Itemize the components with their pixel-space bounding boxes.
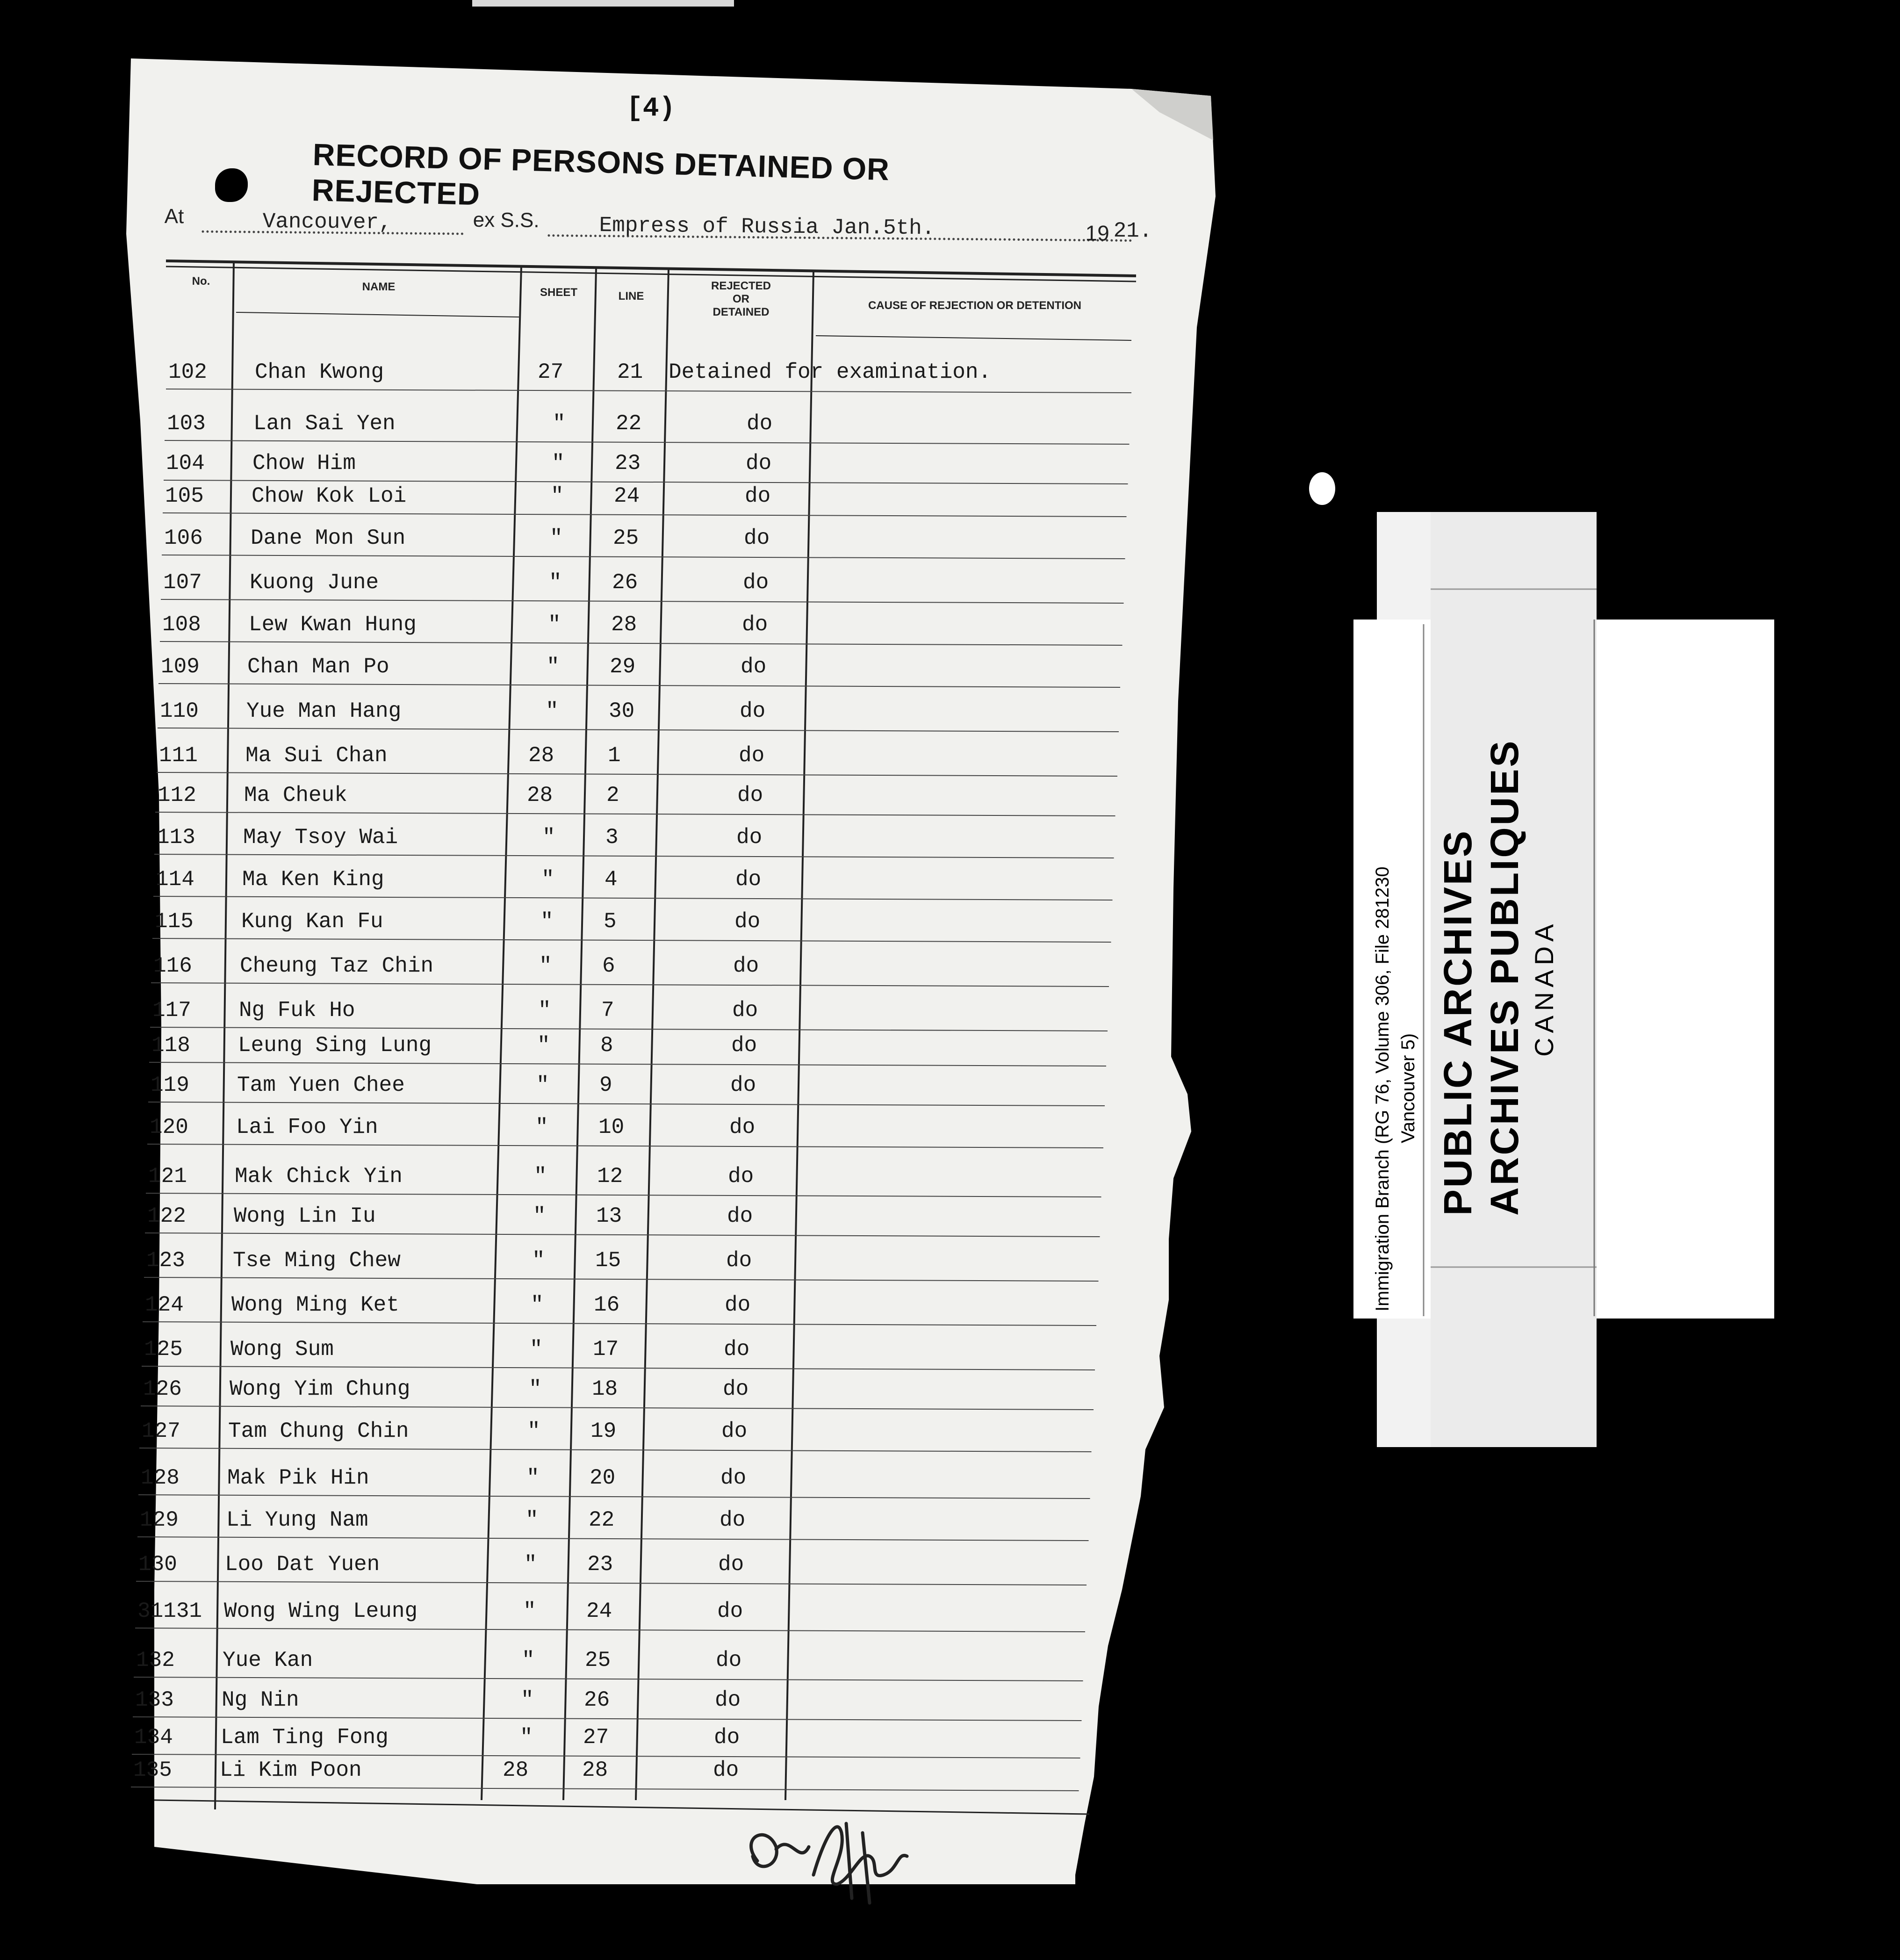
row-sheet: " [553, 411, 566, 436]
year-suffix: 21. [1113, 218, 1152, 244]
row-line: 5 [604, 909, 617, 934]
row-line: 4 [605, 867, 618, 892]
row-line: 6 [602, 954, 615, 978]
row-name: Wong Yim Chung [230, 1377, 410, 1401]
row-name: Loo Dat Yuen [225, 1552, 380, 1577]
row-sheet: " [549, 570, 562, 595]
row-number: 104 [166, 451, 205, 476]
row-status: do [741, 655, 767, 679]
row-sheet: " [547, 655, 560, 679]
row-line: 17 [593, 1337, 619, 1362]
place-value: Vancouver, [262, 209, 392, 235]
row-name: Wong Lin Iu [234, 1204, 376, 1228]
row-sheet: " [534, 1164, 547, 1189]
row-status: do [714, 1725, 740, 1750]
row-sheet: " [533, 1204, 546, 1228]
row-name: Leung Sing Lung [238, 1033, 432, 1058]
col-header-line: LINE [618, 290, 644, 303]
row-status: do [728, 1164, 754, 1189]
row-number: 125 [144, 1337, 183, 1362]
row-status: do [732, 998, 758, 1023]
row-name: Yue Kan [223, 1648, 313, 1672]
row-sheet: " [524, 1552, 537, 1577]
row-status: do [721, 1419, 748, 1443]
row-name: Mak Chick Yin [235, 1164, 403, 1189]
row-name: Wong Ming Ket [231, 1293, 399, 1317]
row-number: 102 [168, 360, 207, 384]
row-sheet: " [536, 1073, 549, 1097]
row-sheet: " [522, 1648, 535, 1672]
row-status: do [729, 1115, 756, 1139]
archive-citation-line2: Vancouver 5) [1398, 1033, 1418, 1143]
row-line: 10 [598, 1115, 625, 1139]
row-sheet: 28 [527, 783, 553, 807]
col-header-no: No. [192, 275, 210, 288]
row-name: Cheung Taz Chin [240, 954, 434, 978]
row-sheet: " [552, 451, 565, 476]
row-sheet: " [530, 1337, 543, 1362]
row-sheet: 28 [528, 743, 554, 768]
col-header-rejected-1: REJECTED [711, 280, 771, 292]
archive-country: CANADA [1529, 919, 1559, 1057]
row-sheet: " [521, 1688, 534, 1712]
col-header-rejected-2: OR [733, 293, 749, 305]
row-line: 12 [597, 1164, 623, 1189]
row-line: 16 [594, 1293, 620, 1317]
row-number: 135 [133, 1758, 172, 1782]
row-line: 9 [599, 1073, 612, 1097]
page-title: RECORD OF PERSONS DETAINED OR REJECTED [311, 137, 890, 212]
row-sheet: " [523, 1599, 536, 1623]
row-status: do [720, 1508, 746, 1532]
row-sheet: " [550, 526, 563, 550]
row-sheet: " [535, 1115, 548, 1139]
year-prefix: 19 [1085, 221, 1109, 245]
row-line: 3 [605, 825, 619, 850]
row-line: 23 [615, 451, 641, 476]
row-number: 132 [136, 1648, 175, 1672]
row-status: do [730, 1073, 756, 1097]
row-status: do [746, 451, 772, 476]
row-number: 122 [147, 1204, 186, 1228]
row-line: 2 [606, 783, 619, 807]
row-status: do [733, 954, 759, 978]
row-sheet: " [542, 825, 555, 850]
row-status: do [742, 612, 768, 637]
row-name: Mak Pik Hin [227, 1466, 369, 1490]
row-status: do [725, 1293, 751, 1317]
row-line: 22 [616, 411, 642, 436]
row-status: do [723, 1377, 749, 1401]
row-name: Wong Wing Leung [224, 1599, 418, 1623]
row-status: do [735, 867, 762, 892]
row-status: do [744, 526, 770, 550]
row-name: Ng Nin [222, 1688, 299, 1712]
row-line: 25 [585, 1648, 611, 1672]
row-sheet: " [531, 1293, 544, 1317]
row-number: 124 [145, 1293, 184, 1317]
row-name: Wong Sum [230, 1337, 334, 1362]
row-name: Ma Ken King [242, 867, 384, 892]
row-name: Chan Kwong [255, 360, 384, 384]
row-number: 118 [151, 1033, 190, 1058]
row-status: do [713, 1758, 739, 1782]
row-name: Dane Mon Sun [251, 526, 406, 550]
row-sheet: 27 [538, 360, 564, 384]
row-status: do [734, 909, 761, 934]
row-name: Tam Chung Chin [228, 1419, 409, 1443]
row-line: 20 [590, 1466, 616, 1490]
row-number: 110 [160, 699, 199, 723]
vessel-date-value: Empress of Russia Jan.5th. [599, 213, 935, 241]
row-line: 21 [617, 360, 643, 384]
row-name: Lan Sai Yen [253, 411, 396, 436]
row-number: 107 [163, 570, 202, 595]
row-number: 129 [140, 1508, 179, 1532]
page-number: [4) [626, 94, 676, 124]
row-name: Chow Kok Loi [252, 484, 407, 508]
row-status: do [745, 484, 771, 508]
col-header-name: NAME [362, 281, 396, 293]
row-line: 8 [600, 1033, 613, 1058]
row-status: do [716, 1648, 742, 1672]
row-name: Li Kim Poon [220, 1758, 362, 1782]
row-line: 28 [582, 1758, 608, 1782]
row-status: do [731, 1033, 757, 1058]
row-sheet: " [537, 1033, 550, 1058]
row-line: 24 [614, 484, 640, 508]
row-number: 108 [162, 612, 201, 637]
row-line: 27 [583, 1725, 609, 1750]
row-status: do [726, 1248, 752, 1273]
row-sheet: " [540, 909, 554, 934]
row-status: do [740, 699, 766, 723]
row-sheet: " [541, 867, 554, 892]
row-name: Lew Kwan Hung [249, 612, 417, 637]
col-header-sheet: SHEET [540, 286, 577, 299]
row-number: 116 [153, 954, 192, 978]
row-number: 130 [138, 1552, 177, 1577]
row-status: do [736, 825, 763, 850]
row-sheet: " [546, 699, 559, 723]
row-name: Chan Man Po [247, 655, 389, 679]
row-number: 120 [150, 1115, 188, 1139]
archive-citation-line1: Immigration Branch (RG 76, Volume 306, File 281230 [1372, 866, 1393, 1311]
row-sheet: " [551, 484, 564, 508]
row-sheet: " [529, 1377, 542, 1401]
row-line: 13 [596, 1204, 622, 1228]
row-sheet: " [532, 1248, 545, 1273]
row-sheet: " [525, 1508, 539, 1532]
row-status: Detained for examination. [669, 360, 992, 384]
row-sheet: 28 [503, 1758, 529, 1782]
row-line: 15 [595, 1248, 621, 1273]
row-sheet: " [520, 1725, 533, 1750]
row-name: Li Yung Nam [226, 1508, 368, 1532]
row-status: do [747, 411, 773, 436]
row-name: Ng Fuk Ho [239, 998, 355, 1023]
row-name: Chow Him [252, 451, 356, 476]
row-name: Tse Ming Chew [233, 1248, 401, 1273]
row-number: 123 [146, 1248, 185, 1273]
row-status: do [739, 743, 765, 768]
ex-ss-label: ex S.S. [473, 208, 540, 232]
row-line: 25 [613, 526, 639, 550]
row-name: Ma Cheuk [244, 783, 347, 807]
row-number: 111 [159, 743, 198, 768]
row-status: do [737, 783, 763, 807]
row-sheet: " [548, 612, 561, 637]
row-line: 30 [609, 699, 635, 723]
row-status: do [724, 1337, 750, 1362]
row-line: 7 [601, 998, 614, 1023]
row-status: do [717, 1599, 743, 1623]
row-name: Yue Man Hang [246, 699, 402, 723]
row-line: 26 [584, 1688, 610, 1712]
row-number: 128 [141, 1466, 180, 1490]
row-line: 29 [610, 655, 636, 679]
row-status: do [720, 1466, 747, 1490]
row-number: 117 [152, 998, 191, 1023]
row-name: Ma Sui Chan [245, 743, 388, 768]
row-number: 133 [135, 1688, 174, 1712]
row-status: do [743, 570, 769, 595]
row-number: 105 [165, 484, 204, 508]
row-line: 19 [590, 1419, 617, 1443]
row-number: 134 [134, 1725, 173, 1750]
row-number: 119 [151, 1073, 189, 1097]
row-name: Kung Kan Fu [241, 909, 383, 934]
row-sheet: " [538, 998, 551, 1023]
row-line: 22 [589, 1508, 615, 1532]
row-line: 18 [592, 1377, 618, 1401]
row-number: 31131 [137, 1599, 202, 1623]
row-name: Lam Ting Fong [221, 1725, 389, 1750]
row-number: 127 [142, 1419, 180, 1443]
row-status: do [718, 1552, 744, 1577]
row-line: 26 [612, 570, 638, 595]
row-number: 103 [167, 411, 206, 436]
row-sheet: " [526, 1466, 540, 1490]
col-header-rejected-3: DETAINED [712, 306, 770, 318]
row-name: Tam Yuen Chee [237, 1073, 405, 1097]
row-number: 112 [158, 783, 196, 807]
row-line: 28 [611, 612, 637, 637]
col-header-cause: CAUSE OF REJECTION OR DETENTION [868, 299, 1082, 312]
row-status: do [715, 1688, 741, 1712]
row-number: 115 [155, 909, 194, 934]
row-number: 113 [157, 825, 195, 850]
row-name: May Tsoy Wai [243, 825, 398, 850]
row-name: Kuong June [250, 570, 379, 595]
row-name: Lai Foo Yin [236, 1115, 378, 1139]
row-number: 109 [161, 655, 200, 679]
row-number: 114 [156, 867, 194, 892]
row-sheet: " [539, 954, 552, 978]
row-status: do [727, 1204, 753, 1228]
row-line: 24 [586, 1599, 612, 1623]
row-line: 23 [587, 1552, 613, 1577]
archive-name-english: PUBLIC ARCHIVES [1436, 829, 1480, 1216]
row-line: 1 [608, 743, 621, 768]
row-number: 126 [143, 1377, 182, 1401]
row-number: 121 [148, 1164, 187, 1189]
archive-name-french: ARCHIVES PUBLIQUES [1483, 739, 1526, 1216]
row-number: 106 [164, 526, 203, 550]
at-label: At [164, 205, 184, 228]
row-sheet: " [527, 1419, 540, 1443]
